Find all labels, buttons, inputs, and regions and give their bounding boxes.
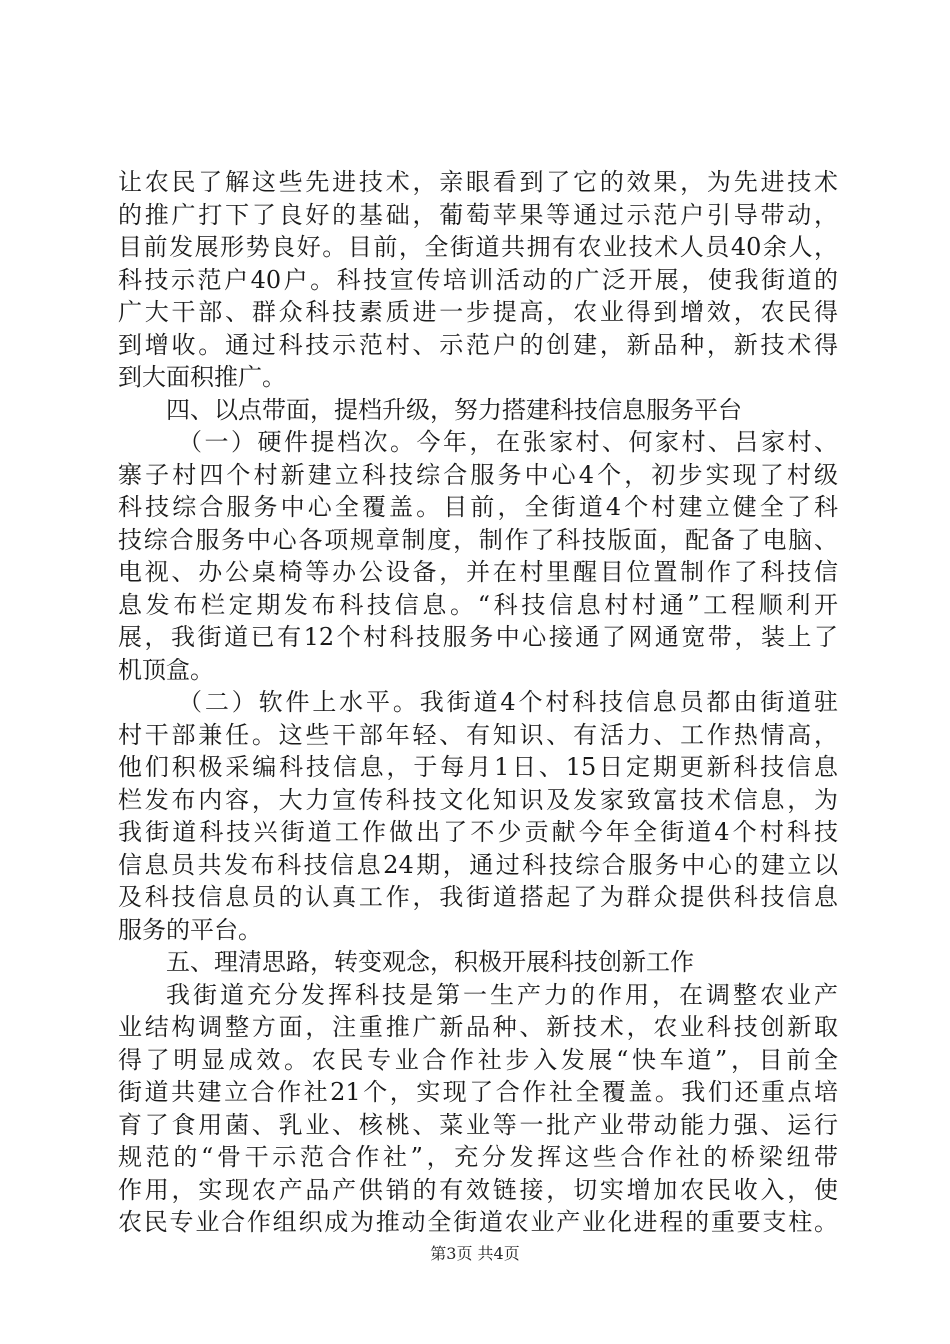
text-line: 到大面积推广。 xyxy=(118,363,286,391)
text-line: 业结构调整方面，注重推广新品种、新技术，农业科技创新取 xyxy=(118,1013,838,1041)
text-line: 信息员共发布科技信息24期，通过科技综合服务中心的建立以 xyxy=(118,850,838,879)
text-line: 的推广打下了良好的基础，葡萄苹果等通过示范户引导带动， xyxy=(118,200,838,229)
page-footer: 第3页 共4页 xyxy=(430,1244,520,1263)
text-line: 作用，实现农产品产供销的有效链接，切实增加农民收入，使 xyxy=(118,1175,838,1204)
text-line: 科技综合服务中心全覆盖。目前，全街道4个村建立健全了科 xyxy=(118,493,838,521)
text-line: （一）硬件提档次。今年，在张家村、何家村、吕家村、 xyxy=(178,428,838,456)
text-line: 及科技信息员的认真工作，我街道搭起了为群众提供科技信息 xyxy=(118,883,838,911)
text-line: 街道共建立合作社21个，实现了合作社全覆盖。我们还重点培 xyxy=(118,1078,838,1106)
text-line: （二）软件上水平。我街道4个村科技信息员都由街道驻 xyxy=(178,688,838,716)
text-line: 五、理清思路，转变观念，积极开展科技创新工作 xyxy=(166,948,694,976)
text-line: 到增收。通过科技示范村、示范户的创建，新品种，新技术得 xyxy=(118,330,838,359)
text-line: 我街道科技兴街道工作做出了不少贡献今年全街道4个村科技 xyxy=(118,818,838,846)
text-line: 我街道充分发挥科技是第一生产力的作用，在调整农业产 xyxy=(166,980,838,1009)
text-line: 寨子村四个村新建立科技综合服务中心4个，初步实现了村级 xyxy=(118,460,838,489)
text-line: 栏发布内容，大力宣传科技文化知识及发家致富技术信息，为 xyxy=(118,785,838,814)
text-line: 规范的“骨干示范合作社”，充分发挥这些合作社的桥梁纽带 xyxy=(118,1143,838,1171)
text-line: 广大干部、群众科技素质进一步提高，农业得到增效，农民得 xyxy=(118,298,838,326)
text-line: 息发布栏定期发布科技信息。“科技信息村村通”工程顺利开 xyxy=(118,590,838,619)
text-line: 目前发展形势良好。目前，全街道共拥有农业技术人员40余人， xyxy=(118,233,838,261)
text-line: 机顶盒。 xyxy=(118,655,214,684)
text-line: 农民专业合作组织成为推动全街道农业产业化进程的重要支柱。 xyxy=(118,1208,838,1236)
text-line: 展，我街道已有12个村科技服务中心接通了网通宽带，装上了 xyxy=(118,623,838,651)
text-line: 村干部兼任。这些干部年轻、有知识、有活力、工作热情高， xyxy=(118,720,838,749)
text-line: 电视、办公桌椅等办公设备，并在村里醒目位置制作了科技信 xyxy=(118,558,838,586)
text-line: 四、以点带面，提档升级，努力搭建科技信息服务平台 xyxy=(166,395,742,424)
text-line: 育了食用菌、乳业、核桃、菜业等一批产业带动能力强、运行 xyxy=(118,1110,838,1139)
text-line: 得了明显成效。农民专业合作社步入发展“快车道”，目前全 xyxy=(118,1045,838,1074)
text-line: 科技示范户40户。科技宣传培训活动的广泛开展，使我街道的 xyxy=(118,265,838,294)
text-line: 让农民了解这些先进技术，亲眼看到了它的效果，为先进技术 xyxy=(118,168,838,196)
text-line: 技综合服务中心各项规章制度，制作了科技版面，配备了电脑、 xyxy=(118,525,838,554)
text-line: 服务的平台。 xyxy=(118,915,262,944)
text-line: 他们积极采编科技信息，于每月1日、15日定期更新科技信息 xyxy=(118,753,838,781)
document-body xyxy=(118,166,838,1239)
